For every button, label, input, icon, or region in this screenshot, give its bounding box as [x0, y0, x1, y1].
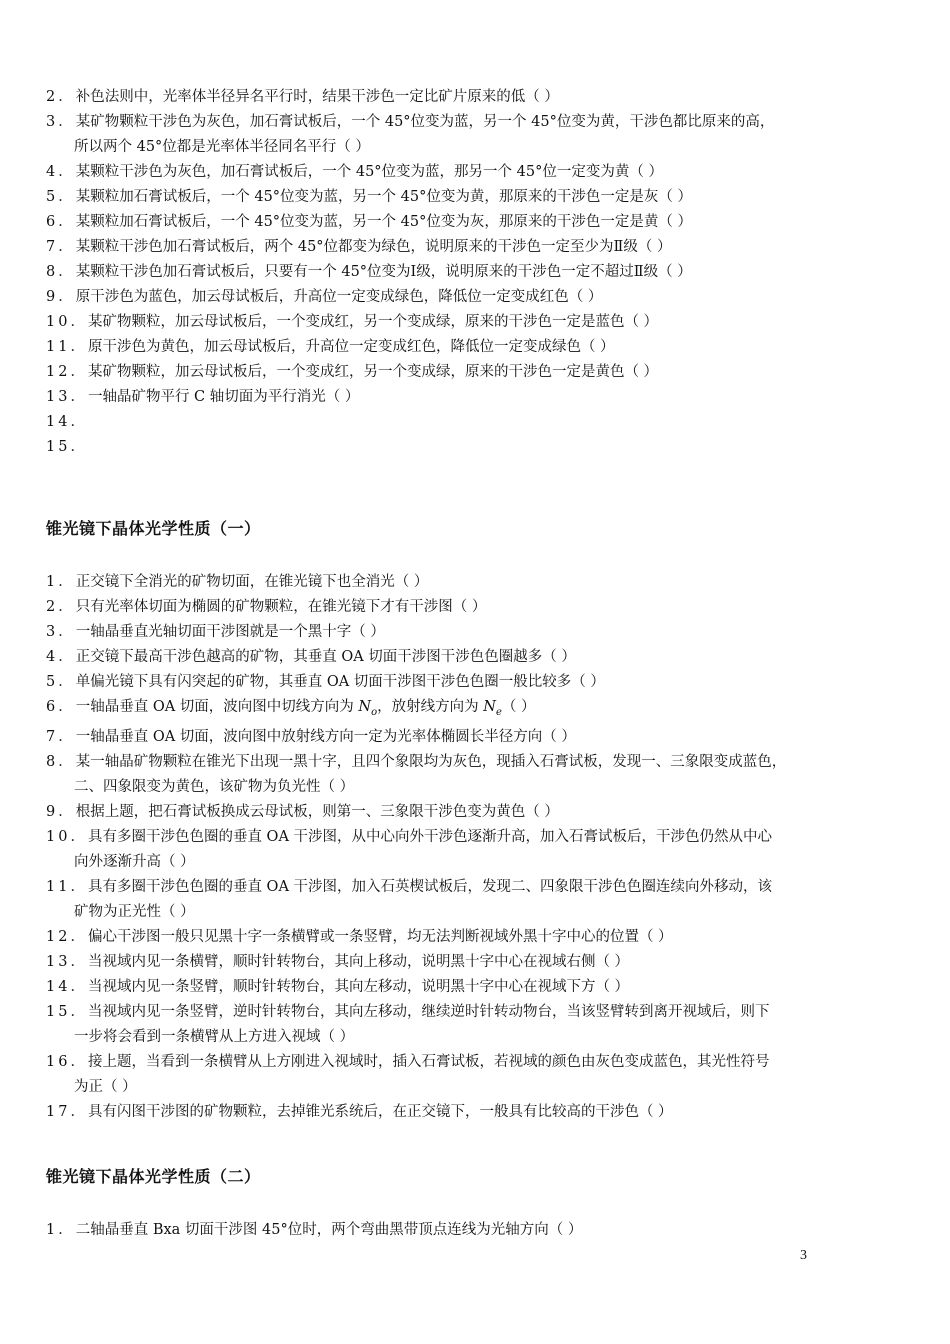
question-item [46, 695, 896, 725]
question-number: 6． [46, 699, 76, 715]
question-text: 根据上题，把石膏试板换成云母试板，则第一、三象限干涉色变为黄色（ ） [75, 803, 559, 820]
question-number: 4． [46, 164, 76, 180]
question-item [46, 260, 896, 285]
question-item [46, 1218, 896, 1243]
question-number: 14． [46, 978, 88, 995]
question-text: （ ） [501, 699, 536, 715]
question-item [46, 975, 896, 1000]
question-text-continued: 所以两个 45°位都是光率体半径同名平行（ ） [74, 139, 370, 155]
question-item [46, 85, 896, 110]
question-item [46, 950, 896, 975]
section1-question-list [46, 85, 896, 490]
question-number: 10． [46, 314, 88, 330]
question-number: 3． [46, 114, 76, 130]
section3-heading: 锥光镜下晶体光学性质（二） [46, 1167, 261, 1186]
question-number: 8． [46, 264, 76, 280]
question-text: 正交镜下全消光的矿物切面，在锥光镜下也全消光（ ） [75, 574, 429, 590]
question-text: 当视域内见一条竖臂，顺时针转物台，其向左移动，说明黑十字中心在视域下方（ ） [87, 978, 630, 995]
question-text: 当视域内见一条竖臂，逆时针转物台，其向左移动，继续逆时针转动物台，当该竖臂转到离开视域后，则下 [87, 1003, 770, 1020]
question-item [46, 210, 896, 235]
question-number: 13． [46, 953, 88, 970]
question-item [46, 1100, 896, 1125]
question-number: 11． [46, 339, 88, 355]
question-text: 具有闪图干涉图的矿物颗粒，去掉锥光系统后，在正交镜下，一般具有比较高的干涉色（ ） [87, 1103, 673, 1120]
question-text: 某颗粒干涉色为灰色，加石膏试板后，一个 45°位变为蓝，那另一个 45°位一定变为黄（ ） [75, 164, 663, 180]
question-text: 单偏光镜下具有闪突起的矿物，其垂直 OA 切面干涉图干涉色色圈一般比较多（ ） [75, 674, 605, 690]
question-text: 正交镜下最高干涉色越高的矿物，其垂直 OA 切面干涉图干涉色色圈越多（ ） [75, 649, 576, 665]
question-text: 二轴晶垂直 Bxa 切面干涉图 45°位时，两个弯曲黑带顶点连线为光轴方向（ ） [75, 1222, 583, 1238]
question-item [46, 110, 896, 160]
question-text: 只有光率体切面为椭圆的矿物颗粒，在锥光镜下才有干涉图（ ） [75, 599, 487, 615]
question-number: 7． [46, 239, 76, 255]
question-item [46, 385, 896, 410]
question-item [46, 875, 896, 925]
page-number: 3 [800, 1248, 807, 1263]
section2-question-list [46, 570, 896, 1125]
question-text: ，放射线方向为 [377, 699, 484, 715]
question-item [46, 310, 896, 335]
question-text: 一轴晶垂直 OA 切面，波向图中切线方向为 [75, 699, 359, 715]
question-number: 9． [46, 289, 76, 305]
question-text: 具有多圈干涉色色圈的垂直 OA 干涉图，从中心向外干涉色逐渐升高，加入石膏试板后，干涉色仍然从中心 [87, 828, 773, 845]
question-item [46, 645, 896, 670]
question-number: 6． [46, 214, 76, 230]
question-text: 一轴晶垂直光轴切面干涉图就是一个黑十字（ ） [75, 624, 385, 640]
question-text-continued: 二、四象限变为黄色，该矿物为负光性（ ） [74, 778, 355, 795]
question-number: 2． [46, 599, 76, 615]
question-number: 4． [46, 649, 76, 665]
question-number: 1． [46, 574, 76, 590]
question-text: 接上题，当看到一条横臂从上方刚进入视域时，插入石膏试板，若视域的颜色由灰色变成蓝色，其光性符号 [87, 1053, 770, 1070]
section2-heading: 锥光镜下晶体光学性质（一） [46, 519, 261, 538]
question-item [46, 235, 896, 260]
question-number: 15． [46, 1003, 88, 1020]
question-item [46, 750, 896, 800]
question-text: 某颗粒干涉色加石膏试板后，只要有一个 45°位变为Ⅰ级，说明原来的干涉色一定不超过Ⅱ级（ ） [75, 264, 692, 280]
question-item [46, 465, 896, 490]
question-number: 10． [46, 828, 88, 845]
question-number: 2． [46, 89, 76, 105]
question-text-continued: 一步将会看到一条横臂从上方进入视域（ ） [74, 1028, 355, 1045]
question-item [46, 185, 896, 210]
question-item [46, 800, 896, 825]
question-item [46, 570, 896, 595]
question-item [46, 1000, 896, 1050]
question-text: 某颗粒加石膏试板后，一个 45°位变为蓝，另一个 45°位变为灰，那原来的干涉色一定是黄（ ） [75, 214, 692, 230]
question-number: 13． [46, 389, 88, 405]
no-subscript: o [371, 706, 378, 718]
ne-subscript: e [495, 706, 502, 718]
question-item [46, 335, 896, 360]
question-number: 14． [46, 414, 88, 430]
question-text: 某矿物颗粒，加云母试板后，一个变成红，另一个变成绿，原来的干涉色一定是黄色（ ） [87, 364, 659, 380]
question-number: 5． [46, 674, 76, 690]
question-text: 原干涉色为黄色，加云母试板后，升高位一定变成红色，降低位一定变成绿色（ ） [87, 339, 615, 355]
question-item [46, 410, 896, 435]
question-number: 17． [46, 1103, 88, 1120]
question-text: 一轴晶矿物平行 C 轴切面为平行消光（ ） [87, 389, 360, 405]
question-item [46, 620, 896, 645]
no-symbol: N [358, 699, 372, 715]
question-number: 3． [46, 624, 76, 640]
question-number: 9． [46, 803, 76, 820]
question-number: 5． [46, 189, 76, 205]
question-item [46, 360, 896, 385]
question-number: 16． [46, 1053, 88, 1070]
question-text: 某矿物颗粒干涉色为灰色，加石膏试板后，一个 45°位变为蓝，另一个 45°位变为黄，干涉色都比原来的高， [75, 114, 775, 130]
ne-symbol: N [483, 699, 496, 715]
question-text-continued: 为正（ ） [74, 1078, 137, 1095]
question-item [46, 595, 896, 620]
question-text: 补色法则中，光率体半径异名平行时，结果干涉色一定比矿片原来的低（ ） [75, 89, 559, 105]
question-text: 偏心干涉图一般只见黑十字一条横臂或一条竖臂，均无法判断视域外黑十字中心的位置（ ） [87, 928, 673, 945]
question-number: 12． [46, 928, 88, 945]
question-text: 某颗粒干涉色加石膏试板后，两个 45°位都变为绿色，说明原来的干涉色一定至少为Ⅱ级（ ） [75, 239, 672, 255]
question-item [46, 285, 896, 310]
question-text: 某颗粒加石膏试板后，一个 45°位变为蓝，另一个 45°位变为黄，那原来的干涉色一定是灰（ ） [75, 189, 692, 205]
question-text: 当视域内见一条横臂，顺时针转物台，其向上移动，说明黑十字中心在视域右侧（ ） [87, 953, 630, 970]
question-number: 12． [46, 364, 88, 380]
question-text-continued: 矿物为正光性（ ） [74, 903, 195, 920]
question-text: 具有多圈干涉色色圈的垂直 OA 干涉图，加入石英楔试板后，发现二、四象限干涉色色圈连续向外移动，该 [87, 878, 773, 895]
question-text: 一轴晶垂直 OA 切面，波向图中放射线方向一定为光率体椭圆长半径方向（ ） [75, 728, 576, 745]
question-item [46, 825, 896, 875]
question-item [46, 1050, 896, 1100]
question-number: 11． [46, 878, 88, 895]
question-item [46, 725, 896, 750]
question-item [46, 160, 896, 185]
question-text: 原干涉色为蓝色，加云母试板后，升高位一定变成绿色，降低位一定变成红色（ ） [75, 289, 603, 305]
question-number: 8． [46, 753, 76, 770]
question-text-continued: 向外逐渐升高（ ） [74, 853, 195, 870]
question-number: 7． [46, 728, 76, 745]
question-number: 1． [46, 1222, 76, 1238]
section3-question-list [46, 1218, 896, 1243]
question-item [46, 435, 896, 465]
question-item [46, 670, 896, 695]
question-text: 某一轴晶矿物颗粒在锥光下出现一黑十字，且四个象限均为灰色，现插入石膏试板，发现一、三象限变成蓝色， [75, 753, 787, 770]
question-number: 15． [46, 439, 88, 455]
question-item [46, 925, 896, 950]
question-text: 某矿物颗粒，加云母试板后，一个变成红，另一个变成绿，原来的干涉色一定是蓝色（ ） [87, 314, 659, 330]
